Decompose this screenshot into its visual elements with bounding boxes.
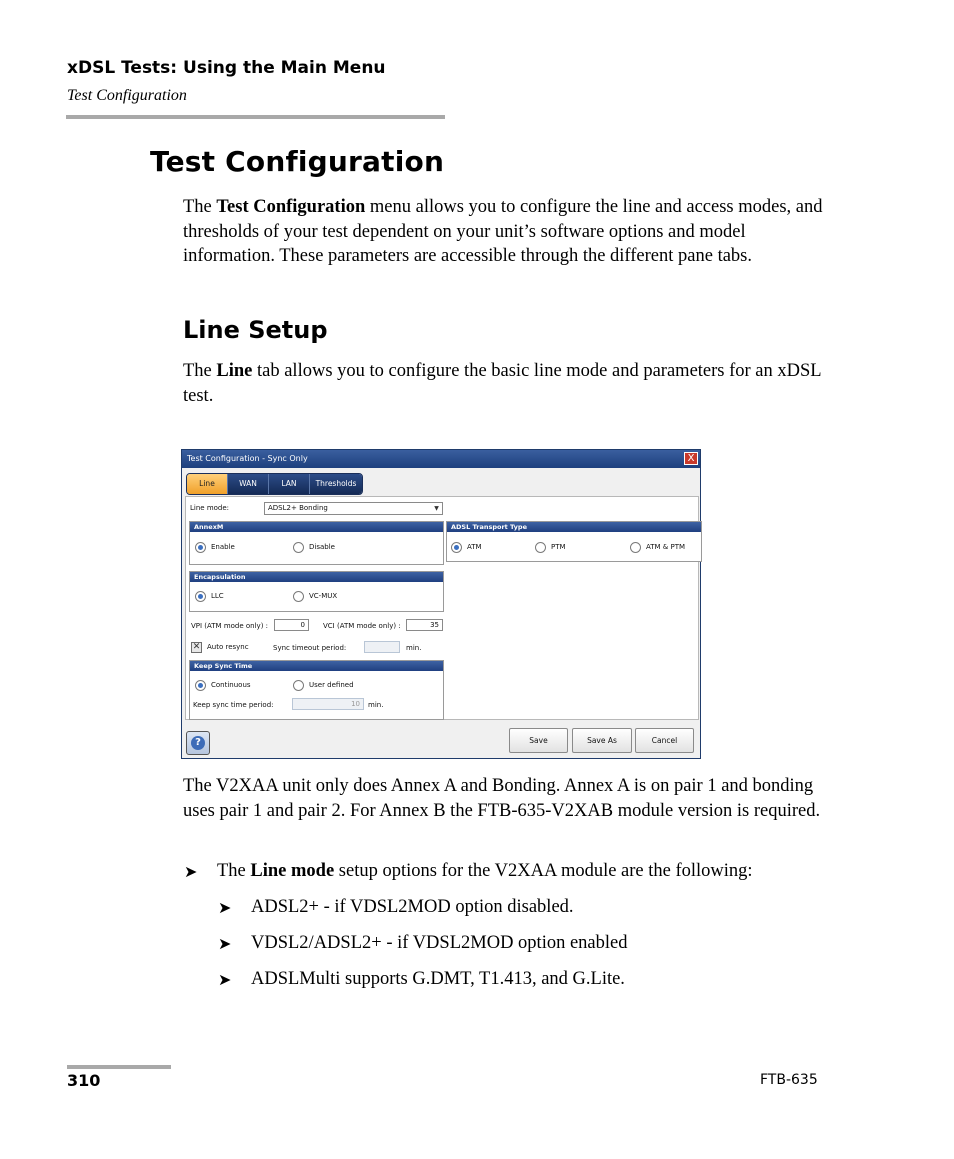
vci-input[interactable]: 35	[406, 619, 443, 631]
keep-sync-time-group	[189, 660, 444, 720]
cancel-button[interactable]: Cancel	[635, 728, 694, 753]
encapsulation-llc-label: LLC	[211, 592, 224, 600]
line-mode-select[interactable]	[264, 502, 443, 515]
keep-sync-continuous-radio[interactable]	[195, 680, 206, 691]
tab-thresholds[interactable]: Thresholds	[310, 474, 362, 494]
intro-text-bold: Test Configuration	[216, 197, 366, 217]
keep-sync-period-label: Keep sync time period:	[193, 701, 274, 709]
sub-bullet-item: VDSL2/ADSL2+ - if VDSL2MOD option enabled	[251, 933, 628, 953]
transport-atm-ptm-label: ATM & PTM	[646, 543, 686, 551]
encapsulation-vcmux-radio[interactable]	[293, 591, 304, 602]
transport-atm-label: ATM	[467, 543, 482, 551]
transport-type-group	[446, 521, 702, 562]
line-text-bold: Line	[216, 361, 253, 381]
running-header-section: Test Configuration	[67, 87, 187, 104]
sub-bullet-arrow-icon: ➤	[218, 972, 232, 989]
keep-sync-time-title: Keep Sync Time	[190, 661, 443, 671]
annexm-enable-label: Enable	[211, 543, 235, 551]
sub-bullet-item: ADSL2+ - if VDSL2MOD option disabled.	[251, 897, 574, 917]
transport-ptm-label: PTM	[551, 543, 566, 551]
encapsulation-llc-radio[interactable]	[195, 591, 206, 602]
help-icon: ?	[191, 736, 205, 750]
keep-sync-period-input[interactable]: 10	[292, 698, 364, 710]
bullet-text-pre: The	[217, 861, 251, 881]
line-mode-value: ADSL2+ Bonding	[268, 504, 328, 512]
tab-bar	[186, 473, 363, 495]
sync-timeout-label: Sync timeout period:	[273, 644, 347, 652]
save-as-button[interactable]: Save As	[572, 728, 632, 753]
section-heading: Line Setup	[183, 316, 328, 344]
running-header-chapter: xDSL Tests: Using the Main Menu	[67, 58, 386, 78]
page-number: 310	[67, 1071, 101, 1090]
annexm-group-title: AnnexM	[190, 522, 443, 532]
dialog-titlebar	[182, 450, 700, 468]
bullet-line-mode	[217, 859, 837, 883]
intro-text-pre: The	[183, 197, 217, 217]
sub-bullet-item: ADSLMulti supports G.DMT, T1.413, and G.Lite.	[251, 969, 625, 989]
chevron-down-icon: ▼	[434, 505, 439, 512]
line-mode-label: Line mode:	[190, 504, 230, 512]
save-button[interactable]: Save	[509, 728, 568, 753]
v2xaa-paragraph: The V2XAA unit only does Annex A and Bonding. Annex A is on pair 1 and bonding uses pair 1 and pair 2. For Annex B the FTB-635-V2XAB module version is required.	[183, 776, 821, 821]
annexm-enable-radio[interactable]	[195, 542, 206, 553]
vpi-label: VPI (ATM mode only) :	[191, 622, 269, 630]
help-button[interactable]	[186, 731, 210, 755]
line-text-post: tab allows you to configure the basic line mode and parameters for an xDSL test.	[183, 361, 821, 406]
intro-paragraph	[183, 195, 823, 269]
line-tab-panel	[185, 496, 699, 720]
sub-bullet-arrow-icon: ➤	[218, 936, 232, 953]
annexm-group	[189, 521, 444, 565]
transport-atm-radio[interactable]	[451, 542, 462, 553]
auto-resync-label: Auto resync	[207, 643, 249, 651]
sub-bullet-arrow-icon: ➤	[218, 900, 232, 917]
tab-line[interactable]: Line	[187, 474, 228, 494]
close-icon[interactable]: X	[684, 452, 698, 465]
keep-sync-continuous-label: Continuous	[211, 681, 251, 689]
keep-sync-period-unit: min.	[368, 701, 384, 709]
transport-atm-ptm-radio[interactable]	[630, 542, 641, 553]
encapsulation-title: Encapsulation	[190, 572, 443, 582]
annexm-disable-radio[interactable]	[293, 542, 304, 553]
sync-timeout-input[interactable]	[364, 641, 400, 653]
test-configuration-dialog	[181, 449, 701, 759]
line-text-pre: The	[183, 361, 217, 381]
footer-rule	[67, 1065, 171, 1069]
tab-lan[interactable]: LAN	[269, 474, 310, 494]
transport-type-title: ADSL Transport Type	[447, 522, 701, 532]
keep-sync-user-defined-radio[interactable]	[293, 680, 304, 691]
line-paragraph	[183, 359, 823, 408]
footer-model: FTB-635	[760, 1072, 818, 1088]
encapsulation-vcmux-label: VC-MUX	[309, 592, 338, 600]
page-title: Test Configuration	[150, 145, 445, 178]
bullet-text-post: setup options for the V2XAA module are the following:	[334, 861, 753, 881]
vpi-input[interactable]: 0	[274, 619, 309, 631]
auto-resync-checkbox[interactable]: ✕	[192, 642, 201, 652]
bullet-arrow-icon: ➤	[184, 864, 198, 881]
vci-label: VCI (ATM mode only) :	[323, 622, 401, 630]
sync-timeout-unit: min.	[406, 644, 422, 652]
transport-ptm-radio[interactable]	[535, 542, 546, 553]
tab-wan[interactable]: WAN	[228, 474, 269, 494]
annexm-disable-label: Disable	[309, 543, 335, 551]
header-rule	[66, 115, 445, 119]
encapsulation-group	[189, 571, 444, 612]
intro-text-post: menu allows you to configure the line and access modes, and thresholds of your test dependent on your unit’s software options and model information. These parameters are accessible through the different pane tabs.	[183, 197, 823, 266]
keep-sync-user-defined-label: User defined	[309, 681, 354, 689]
bullet-text-bold: Line mode	[250, 861, 335, 881]
dialog-title: Test Configuration - Sync Only	[187, 454, 308, 463]
